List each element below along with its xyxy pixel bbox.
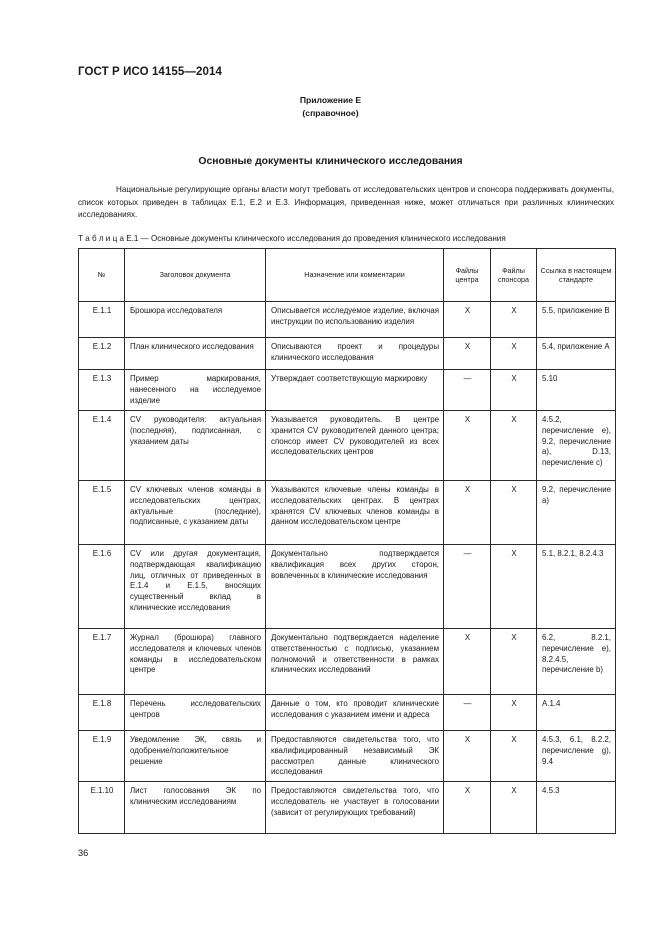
cell-number: Е.1.7 (79, 628, 125, 694)
cell-number: Е.1.8 (79, 694, 125, 730)
col-header-number: № (79, 249, 125, 302)
cell-purpose: Документально подтверждается наделение ответственностью с подписью, указанием полномочий и ответственности в рамках клинических исследований (266, 628, 444, 694)
cell-document-title: Лист голосования ЭК по клиническим исследованиям (125, 782, 266, 834)
table-row (79, 410, 616, 480)
cell-document-title: План клинического исследования (125, 338, 266, 370)
cell-site-files: — (444, 370, 491, 411)
intro-text: Национальные регулирующие органы власти могут требовать от исследовательских центров и спонсора поддерживать документы, список которых приведен в таблицах Е.1, Е.2 и Е.3. Информация, приведенная ниже, может отличаться при различных клинических исследованиях. (78, 185, 614, 220)
cell-purpose: Описываются проект и процедуры клинического исследования (266, 338, 444, 370)
cell-document-title: Перечень исследовательских центров (125, 694, 266, 730)
cell-reference: 4.5.3, 6.1, 8.2.2, перечисление g), 9.4 (537, 730, 616, 782)
annex-title: Приложение Е (299, 95, 362, 105)
cell-sponsor-files: X (491, 544, 537, 628)
cell-purpose: Предоставляются свидетельства того, что квалифицированный независимый ЭК рассмотрел данные клинического исследования (266, 730, 444, 782)
cell-reference: 5.4, приложение А (537, 338, 616, 370)
cell-site-files: X (444, 730, 491, 782)
table-row (79, 338, 616, 370)
cell-purpose: Указывается руководитель. В центре хранится CV руководителей данного центра; спонсор имеет CV руководителей из всех исследовательских центров (266, 410, 444, 480)
cell-purpose: Утверждает соответствующую маркировку (266, 370, 444, 411)
table-row (79, 544, 616, 628)
cell-document-title: Брошюра исследователя (125, 302, 266, 338)
cell-site-files: X (444, 410, 491, 480)
cell-number: Е.1.1 (79, 302, 125, 338)
cell-site-files: X (444, 628, 491, 694)
annex-subtitle: (справочное) (302, 108, 359, 118)
table-body (79, 302, 616, 834)
table-row (79, 628, 616, 694)
cell-document-title: Уведомление ЭК, связь и одобрение/положительное решение (125, 730, 266, 782)
cell-reference: 4.5.3 (537, 782, 616, 834)
cell-purpose: Данные о том, кто проводит клинические исследования с указанием имени и адреса (266, 694, 444, 730)
cell-purpose: Указываются ключевые члены команды в исследовательских центрах. В центрах хранятся CV ключевых членов команды в данном исследовательском центре (266, 480, 444, 544)
col-header-document-title: Заголовок документа (125, 249, 266, 302)
cell-sponsor-files: X (491, 730, 537, 782)
cell-document-title: Пример маркирования, нанесенного на исследуемое изделие (125, 370, 266, 411)
intro-paragraph (78, 184, 614, 222)
table-row (79, 782, 616, 834)
cell-site-files: X (444, 782, 491, 834)
cell-document-title: CV или другая документация, подтверждающая квалификацию лиц, отличных от приведенных в Е.1.4 и Е.1.5, вносящих существенный вклад в клинические исследования (125, 544, 266, 628)
cell-site-files: — (444, 694, 491, 730)
cell-number: Е.1.10 (79, 782, 125, 834)
cell-reference: 5.10 (537, 370, 616, 411)
cell-document-title: CV ключевых членов команды в исследовательских центрах, актуальные (последние), подписанные, с указанием даты (125, 480, 266, 544)
table-row (79, 730, 616, 782)
cell-site-files: X (444, 338, 491, 370)
col-header-sponsor-files: Файлы спонсора (491, 249, 537, 302)
col-header-site-files: Файлы центра (444, 249, 491, 302)
table-header-row (79, 249, 616, 302)
cell-document-title: Журнал (брошюра) главного исследователя и ключевых членов команды в исследовательском центре (125, 628, 266, 694)
cell-site-files: X (444, 480, 491, 544)
cell-purpose: Предоставляются свидетельства того, что исследователь не участвует в голосовании (зависит от регулирующих требований) (266, 782, 444, 834)
cell-purpose: Документально подтверждается квалификация всех других сторон, вовлеченных в клинические исследования (266, 544, 444, 628)
table-row (79, 480, 616, 544)
cell-sponsor-files: X (491, 410, 537, 480)
cell-reference: 9.2, перечисление а) (537, 480, 616, 544)
table-row (79, 370, 616, 411)
cell-sponsor-files: X (491, 338, 537, 370)
cell-reference: 5.5, приложение В (537, 302, 616, 338)
section-title: Основные документы клинического исследования (198, 156, 463, 167)
cell-number: Е.1.9 (79, 730, 125, 782)
document-standard-header: ГОСТ Р ИСО 14155—2014 (78, 66, 223, 78)
col-header-purpose: Назначение или комментарии (266, 249, 444, 302)
cell-number: Е.1.3 (79, 370, 125, 411)
cell-reference: 5.1, 8.2.1, 8.2.4.3 (537, 544, 616, 628)
page-number: 36 (78, 848, 89, 858)
cell-site-files: X (444, 302, 491, 338)
table-caption: Т а б л и ц а Е.1 — Основные документы клинического исследования до проведения клинического исследования (78, 234, 506, 243)
cell-reference: А.1.4 (537, 694, 616, 730)
cell-number: Е.1.5 (79, 480, 125, 544)
cell-sponsor-files: X (491, 480, 537, 544)
cell-number: Е.1.4 (79, 410, 125, 480)
cell-reference: 6.2, 8.2.1, перечисление е), 8.2.4.5, перечисление b) (537, 628, 616, 694)
cell-reference: 4.5.2, перечисление е), 9.2, перечисление а), D.13, перечисление с) (537, 410, 616, 480)
cell-sponsor-files: X (491, 370, 537, 411)
essential-documents-table (78, 248, 616, 834)
cell-purpose: Описывается исследуемое изделие, включая инструкции по использованию изделия (266, 302, 444, 338)
cell-sponsor-files: X (491, 782, 537, 834)
cell-site-files: — (444, 544, 491, 628)
cell-sponsor-files: X (491, 694, 537, 730)
cell-number: Е.1.6 (79, 544, 125, 628)
table-row (79, 302, 616, 338)
cell-sponsor-files: X (491, 628, 537, 694)
cell-sponsor-files: X (491, 302, 537, 338)
cell-number: Е.1.2 (79, 338, 125, 370)
cell-document-title: CV руководителя: актуальная (последняя), подписанная, с указанием даты (125, 410, 266, 480)
col-header-reference: Ссылка в настоящем стандарте (537, 249, 616, 302)
table-row (79, 694, 616, 730)
